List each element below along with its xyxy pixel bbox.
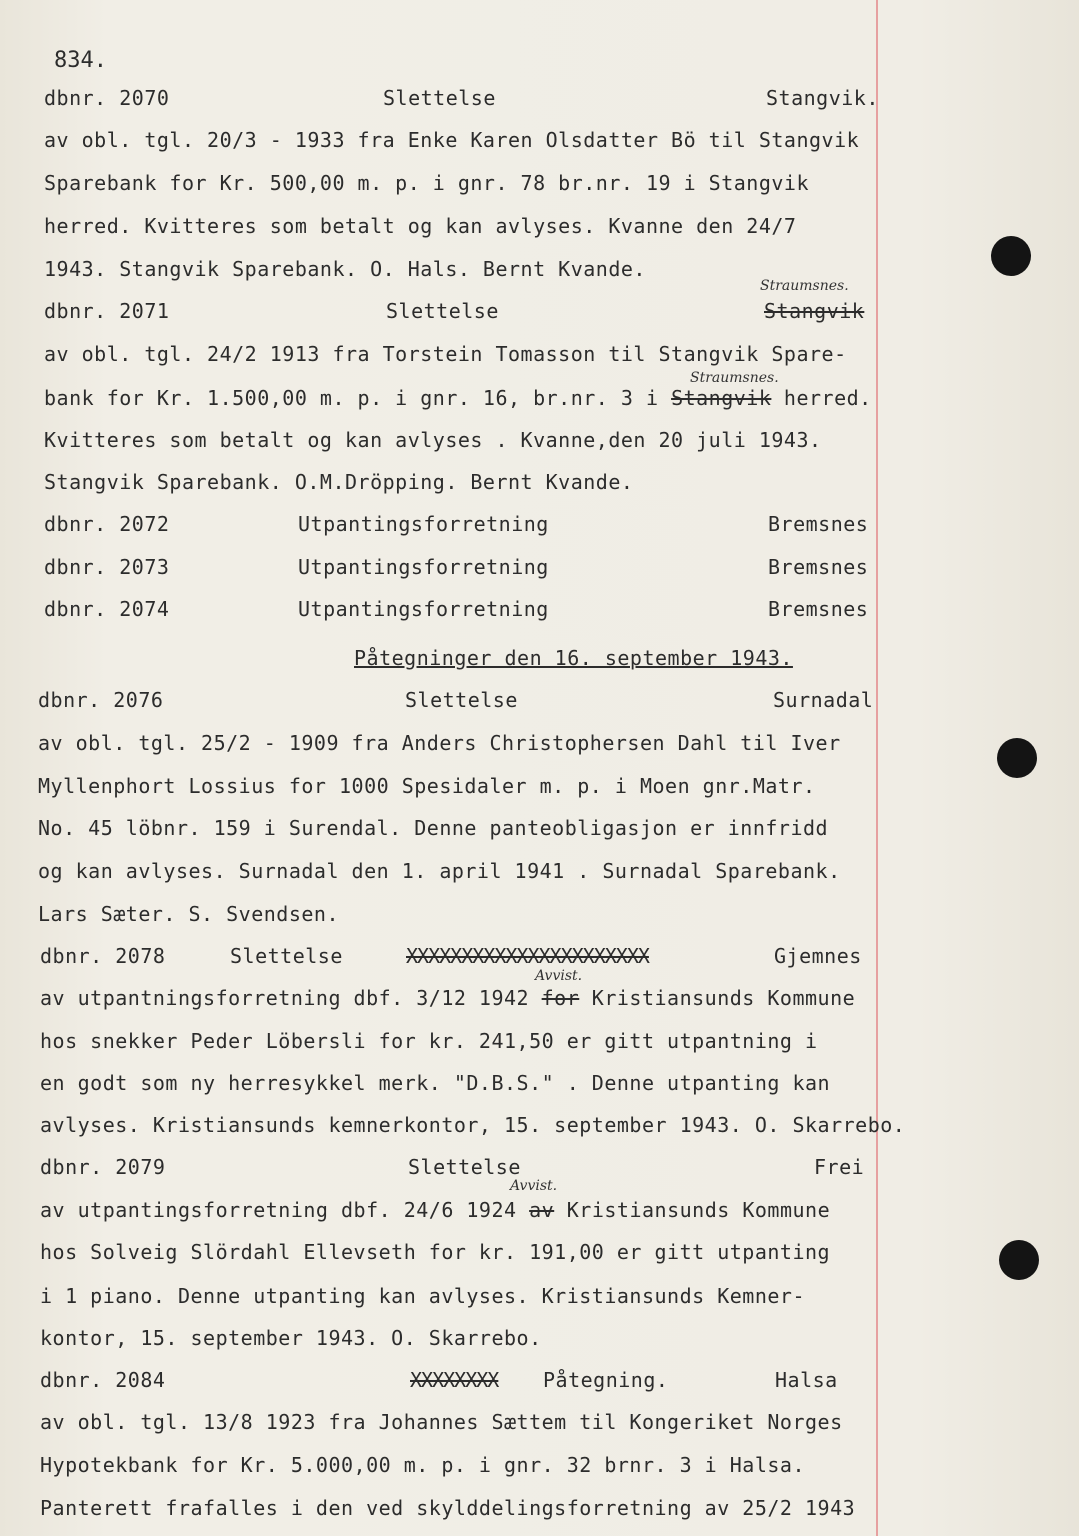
entry-text-line: Panterett frafalles i den ved skylddelingsforretning av 25/2 1943 [40,1496,856,1520]
entry-type: Påtegning. [543,1368,669,1392]
entry-text-line: hos Solveig Slördahl Ellevseth for kr. 191,00 er gitt utpanting [40,1240,831,1264]
entry-text-line: Lars Sæter. S. Svendsen. [38,902,339,926]
entry-text-line: av utpantingsforretning dbf. 24/6 1924 av Kristiansunds Kommune [40,1198,831,1222]
entry-text-line: i 1 piano. Denne utpanting kan avlyses. Kristiansunds Kemner- [40,1284,806,1308]
entry-text-line: Myllenphort Lossius for 1000 Spesidaler m. p. i Moen gnr.Matr. [38,774,816,798]
entry-number: dbnr. 2084 [40,1368,166,1392]
entry-header [0,688,1079,720]
entry-text-line: herred. Kvitteres som betalt og kan avlyses. Kvanne den 24/7 [44,214,797,238]
entry-text-line: av obl. tgl. 24/2 1913 fra Torstein Tomasson til Stangvik Spare- [44,342,847,366]
entry-type: Utpantingsforretning [298,555,549,579]
entry-text-line: Stangvik Sparebank. O.M.Dröpping. Bernt Kvande. [44,470,634,494]
entry-text-line: kontor, 15. september 1943. O. Skarrebo. [40,1326,542,1350]
entry-type: Slettelse [230,944,343,968]
entry-text-line: Sparebank for Kr. 500,00 m. p. i gnr. 78 br.nr. 19 i Stangvik [44,171,810,195]
entry-header [0,555,1079,587]
entry-header [0,597,1079,629]
entry-number: dbnr. 2079 [40,1155,166,1179]
entry-text-line: av obl. tgl. 13/8 1923 fra Johannes Sættem til Kongeriket Norges [40,1410,843,1434]
entry-text-line: 1943. Stangvik Sparebank. O. Hals. Bernt Kvande. [44,257,646,281]
entry-header [0,1368,1079,1400]
entry-text-line: No. 45 löbnr. 159 i Surendal. Denne panteobligasjon er innfridd [38,816,829,840]
entry-place: Bremsnes [768,512,869,536]
entry-header [0,299,1079,331]
entry-place: Bremsnes [768,597,869,621]
entry-place-struck: Stangvik [764,299,865,323]
entry-type: Utpantingsforretning [298,512,549,536]
entry-place: Gjemnes [774,944,862,968]
entry-number: dbnr. 2071 [44,299,170,323]
entry-number: dbnr. 2076 [38,688,164,712]
entry-number: dbnr. 2074 [44,597,170,621]
entry-type: Slettelse [405,688,518,712]
entry-place: Halsa [775,1368,838,1392]
handwritten-correction: Avvist. [535,968,583,984]
struck-text: XXXXXXXX [410,1368,499,1392]
entry-type: Slettelse [408,1155,521,1179]
entry-place: Surnadal [773,688,874,712]
entry-text-line: hos snekker Peder Löbersli for kr. 241,50 er gitt utpantning i [40,1029,818,1053]
entry-text-line: Kvitteres som betalt og kan avlyses . Kvanne,den 20 juli 1943. [44,428,822,452]
handwritten-correction: Straumsnes. [760,278,849,294]
section-heading: Påtegninger den 16. september 1943. [354,646,793,670]
entry-text-line: bank for Kr. 1.500,00 m. p. i gnr. 16, br.nr. 3 i Stangvik herred. [44,386,872,410]
entry-header [0,86,1079,118]
entry-text-line: av obl. tgl. 25/2 - 1909 fra Anders Christophersen Dahl til Iver [38,731,841,755]
entry-number: dbnr. 2070 [44,86,170,110]
entry-text-line: avlyses. Kristiansunds kemnerkontor, 15. september 1943. O. Skarrebo. [40,1113,906,1137]
entry-type: Slettelse [383,86,496,110]
entry-text-line: av utpantningsforretning dbf. 3/12 1942 for Kristiansunds Kommune [40,986,856,1010]
entry-text-line: en godt som ny herresykkel merk. "D.B.S." . Denne utpanting kan [40,1071,831,1095]
entry-type: Slettelse [386,299,499,323]
entry-type: Utpantingsforretning [298,597,549,621]
entry-number: dbnr. 2078 [40,944,166,968]
entry-place: Bremsnes [768,555,869,579]
entry-place: Stangvik. [766,86,879,110]
entry-place: Frei [814,1155,865,1179]
entry-text-line: Hypotekbank for Kr. 5.000,00 m. p. i gnr. 32 brnr. 3 i Halsa. [40,1453,806,1477]
entry-text-line: og kan avlyses. Surnadal den 1. april 1941 . Surnadal Sparebank. [38,859,841,883]
entry-number: dbnr. 2072 [44,512,170,536]
handwritten-correction: Straumsnes. [690,370,779,386]
entry-number: dbnr. 2073 [44,555,170,579]
entry-text-line: av obl. tgl. 20/3 - 1933 fra Enke Karen Olsdatter Bö til Stangvik [44,128,860,152]
page-number: 834. [54,48,107,73]
handwritten-correction: Avvist. [510,1178,558,1194]
entry-header [0,512,1079,544]
struck-text: XXXXXXXXXXXXXXXXXXXXXX [406,944,649,968]
